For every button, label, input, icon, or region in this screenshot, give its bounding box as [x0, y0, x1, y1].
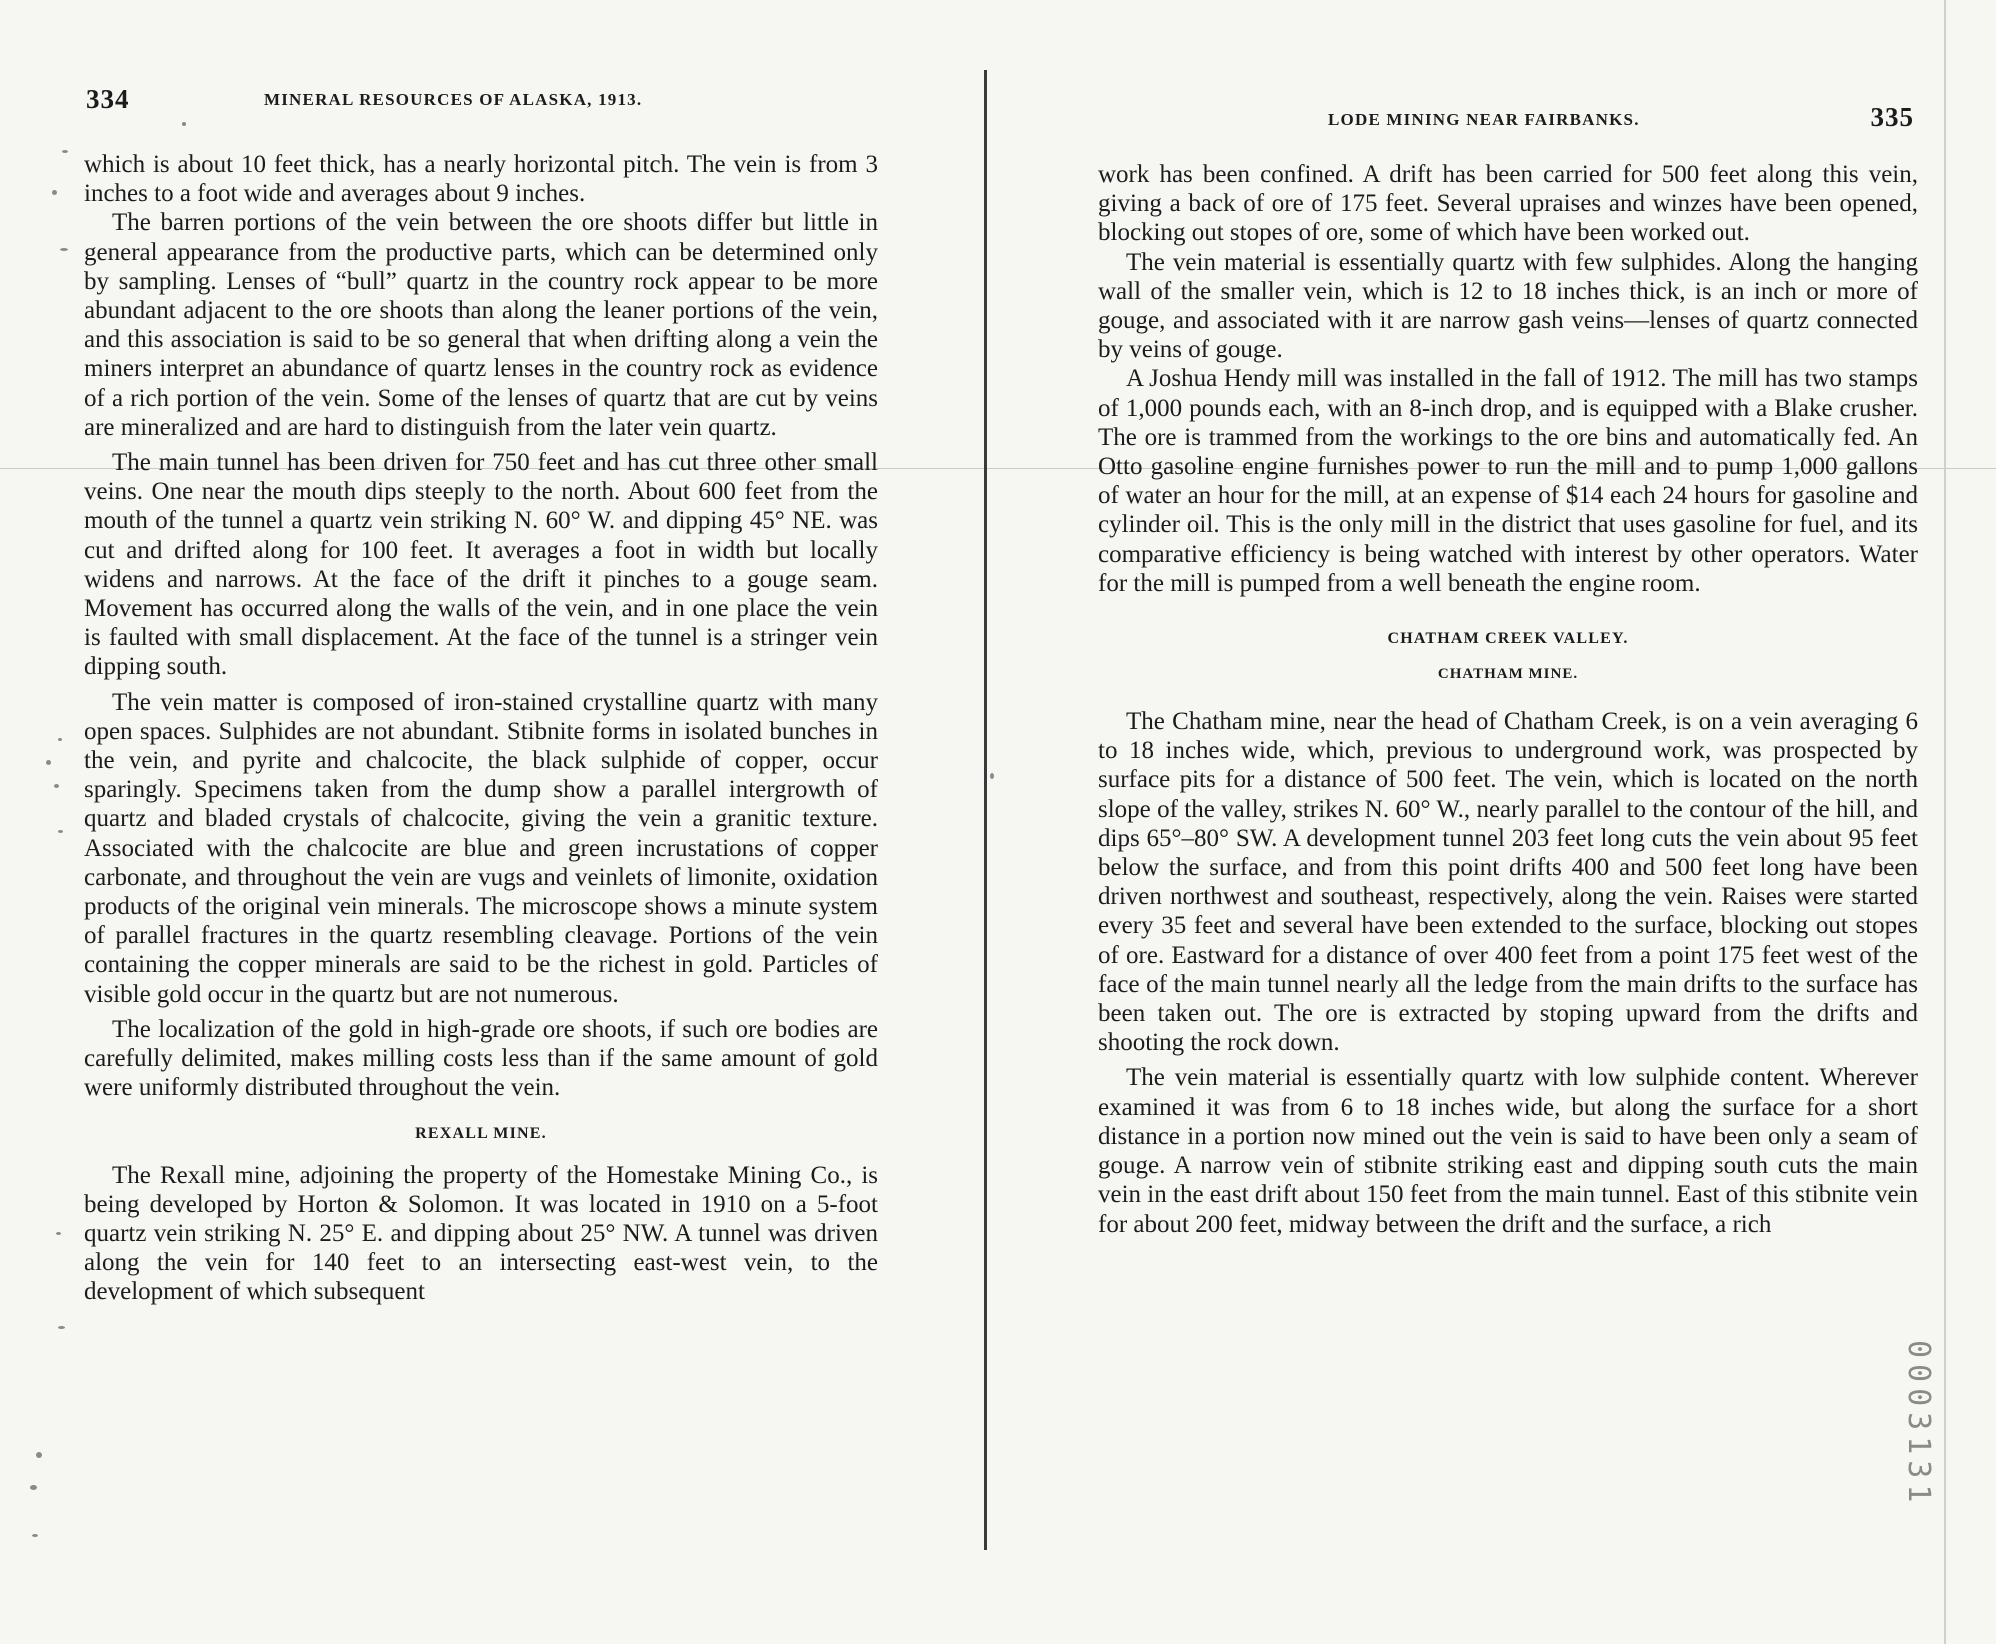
- left-running-title: MINERAL RESOURCES OF ALASKA, 1913.: [264, 90, 643, 109]
- right-page: [1098, 70, 1918, 1238]
- left-page: [84, 70, 878, 1306]
- paragraph: which is about 10 feet thick, has a nearly horizontal pitch. The vein is from 3 inches to a foot wide and averages about 9 inches.: [84, 151, 878, 208]
- left-running-head: [84, 70, 878, 114]
- left-page-number: 334: [86, 84, 130, 114]
- right-body-text: [1098, 160, 1918, 1239]
- right-running-title: LODE MINING NEAR FAIRBANKS.: [1328, 110, 1640, 129]
- paragraph: The Chatham mine, near the head of Chatham Creek, is on a vein averaging 6 to 18 inches wide, which, previous to underground work, was prospected by surface pits for a distance of 500 feet. The vein, which is located on the north slope of the valley, strikes N. 60° W., nearly parallel to the contour of the hill, and dips 65°–80° SW. A development tunnel 203 feet long cuts the vein about 95 feet below the surface, and from this point drifts 400 and 500 feet long have been driven northwest and southeast, respectively, along the vein. Raises were started every 35 feet and several have been extended to the surface, blocking out stopes of ore. Eastward for a distance of over 400 feet from a point 175 feet west of the face of the main tunnel nearly all the ledge from the main drifts to the surface has been taken out. The ore is extracted by stoping upward from the drifts and shooting the rock down.: [1098, 708, 1918, 1057]
- paragraph: The main tunnel has been driven for 750 feet and has cut three other small veins. One near the mouth dips steeply to the north. About 600 feet from the mouth of the tunnel a quartz vein striking N. 60° W. and dipping 45° NE. was cut and drifted along for 100 feet. It averages a foot in width but locally widens and narrows. At the face of the drift it pinches to a gouge seam. Movement has occurred along the walls of the vein, and in one place the vein is faulted with small displacement. At the face of the tunnel is a stringer vein dipping south.: [84, 449, 878, 681]
- paragraph: The Rexall mine, adjoining the property of the Homestake Mining Co., is being developed by Horton & Solomon. It was located in 1910 on a 5-foot quartz vein striking N. 25° E. and dipping about 25° NW. A tunnel was driven along the vein for 140 feet to an intersecting east-west vein, to the development of which subsequent: [84, 1161, 878, 1306]
- left-body-text: [84, 150, 878, 1307]
- section-heading-rexall: REXALL MINE.: [415, 1124, 547, 1142]
- paragraph: The vein matter is composed of iron-stained crystalline quartz with many open spaces. Sulphides are not abundant. Stibnite forms in isolated bunches in the vein, and pyrite and chalcocite, the black sulphide of copper, occur sparingly. Specimens taken from the dump show a parallel intergrowth of quartz and bladed crystals of chalcocite, giving the vein a granitic texture. Associated with the chalcocite are blue and green incrustations of copper carbonate, and throughout the vein are vugs and veinlets of limonite, oxidation products of the original vein minerals. The microscope shows a minute system of parallel fractures in the quartz resembling cleavage. Portions of the vein containing the copper minerals are said to be the richest in gold. Particles of visible gold occur in the quartz but are not numerous.: [84, 688, 878, 1008]
- paragraph: A Joshua Hendy mill was installed in the fall of 1912. The mill has two stamps of 1,000 pounds each, with an 8-inch drop, and is equipped with a Blake crusher. The ore is trammed from the workings to the ore bins and automatically fed. An Otto gasoline engine furnishes power to run the mill and to pump 1,000 gallons of water an hour for the mill, at an expense of $14 each 24 hours for gasoline and cylinder oil. This is the only mill in the district that uses gasoline for fuel, and its comparative efficiency is being watched with interest by other operators. Water for the mill is pumped from a well beneath the engine room.: [1098, 365, 1918, 597]
- section-heading-chatham-creek: CHATHAM CREEK VALLEY.: [1387, 630, 1629, 648]
- right-running-head: [1098, 70, 1918, 132]
- paragraph: The vein material is essentially quartz with few sulphides. Along the hanging wall of the smaller vein, which is 12 to 18 inches thick, is an inch or more of gouge, and associated with it are narrow gash veins—lenses of quartz connected by veins of gouge.: [1098, 248, 1918, 364]
- scan-edge-line: [1944, 0, 1946, 1644]
- page-gutter-divider: [984, 70, 987, 1550]
- frame-id-text: 0003131: [1901, 1340, 1936, 1509]
- paragraph: The vein material is essentially quartz with low sulphide content. Wherever examined it was from 6 to 18 inches wide, but along the surface for a short distance in a portion now mined out the vein is said to have been only a seam of gouge. A narrow vein of stibnite striking east and dipping south cuts the main vein in the east drift about 150 feet from the main tunnel. East of this stibnite vein for about 200 feet, midway between the drift and the surface, a rich: [1098, 1064, 1918, 1238]
- subsection-heading-chatham-mine: CHATHAM MINE.: [1437, 666, 1579, 683]
- microfilm-frame-id: [1902, 1340, 1938, 1550]
- paragraph: The localization of the gold in high-grade ore shoots, if such ore bodies are carefully delimited, makes milling costs less than if the same amount of gold were uniformly distributed throughout the vein.: [84, 1015, 878, 1102]
- paragraph: work has been confined. A drift has been carried for 500 feet along this vein, giving a back of ore of 175 feet. Several upraises and winzes have been opened, blocking out stopes of ore, some of which have been worked out.: [1098, 161, 1918, 247]
- right-page-number: 335: [1870, 102, 1914, 132]
- paragraph: The barren portions of the vein between the ore shoots differ but little in general appearance from the productive parts, which can be determined only by sampling. Lenses of “bull” quartz in the country rock appear to be more abundant adjacent to the ore shoots than along the leaner portions of the vein, and this association is said to be so general that when drifting along a vein the miners interpret an abundance of quartz lenses in the country rock as evidence of a rich portion of the vein. Some of the lenses of quartz that are cut by veins are mineralized and are hard to distinguish from the later vein quartz.: [84, 209, 878, 441]
